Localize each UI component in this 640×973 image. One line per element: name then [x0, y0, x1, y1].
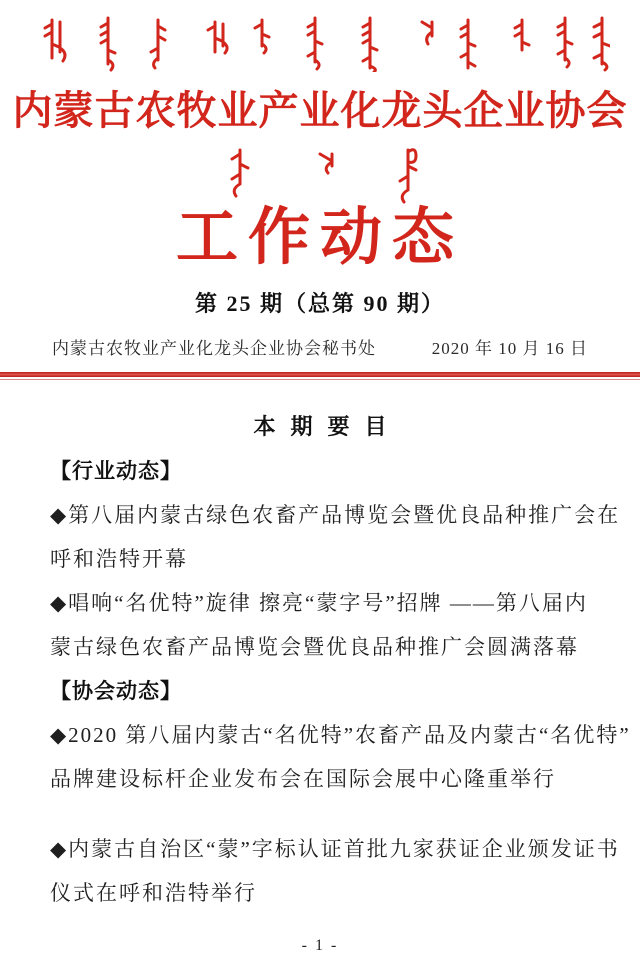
red-rule-divider-thin [0, 379, 640, 380]
toc-item-line: 品牌建设标杆企业发布会在国际会展中心隆重举行 [50, 767, 556, 792]
publisher-line [52, 334, 588, 359]
toc-item-line: ◆第八届内蒙古绿色农畜产品博览会暨优良品种推广会在 [50, 503, 621, 528]
section-heading-association: 【协会动态】 [50, 679, 182, 704]
toc-content [50, 449, 631, 915]
toc-item-line: ◆唱响“名优特”旋律 擦亮“蒙字号”招牌 ——第八届内 [50, 591, 588, 616]
page-number: - 1 - [301, 937, 339, 954]
bulletin-title: 工作动态 [175, 204, 464, 272]
toc-item-line: ◆内蒙古自治区“蒙”字标认证首批九家获证企业颁发证书 [50, 837, 620, 862]
publisher-name: 内蒙古农牧业产业化龙头企业协会秘书处 [52, 339, 376, 359]
toc-item-line: 呼和浩特开幕 [50, 547, 188, 572]
section-heading-industry: 【行业动态】 [50, 459, 182, 484]
mongolian-script-mid-icon [180, 144, 460, 204]
issue-number: 第 25 期（总第 90 期） [194, 291, 445, 317]
toc-heading: 本期要目 [253, 414, 402, 440]
toc-item-line: ◆2020 第八届内蒙古“名优特”农畜产品及内蒙古“名优特” [50, 723, 631, 748]
publish-date: 2020 年 10 月 16 日 [431, 339, 588, 359]
toc-item-line: 蒙古绿色农畜产品博览会暨优良品种推广会圆满落幕 [50, 635, 579, 660]
mongolian-script-top-icon [30, 14, 610, 72]
toc-item-line: 仪式在呼和浩特举行 [50, 881, 257, 906]
organization-title: 内蒙古农牧业产业化龙头企业协会 [12, 88, 628, 133]
red-rule-divider [0, 372, 640, 377]
